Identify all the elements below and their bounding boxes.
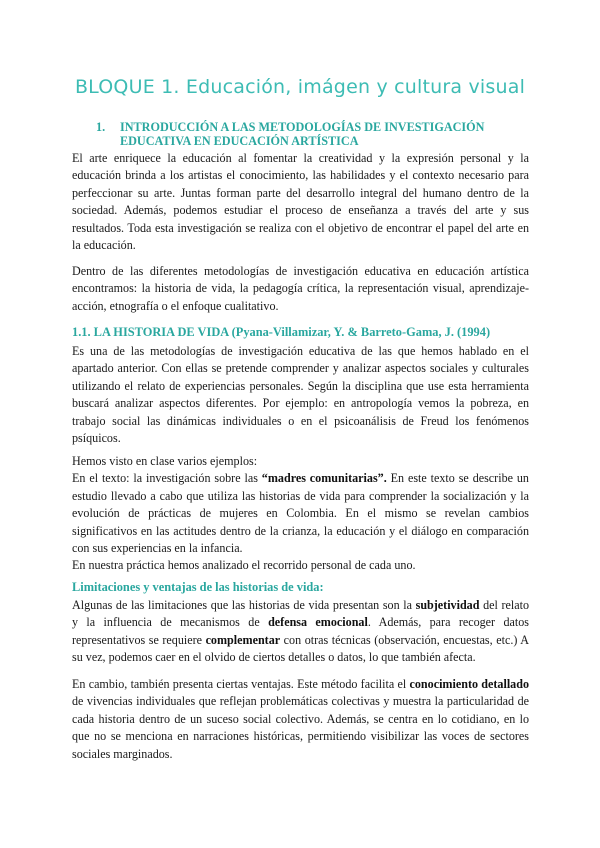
subsection-heading-limitaciones: Limitaciones y ventajas de las historias de vida: xyxy=(72,580,324,594)
example-bold-term: “madres comunitarias”. xyxy=(261,471,387,486)
paragraph-text: Dentro de las diferentes metodologías de investigación educativa en educación artística encontramos: la historia de vida, la pedagogía crítica, la representación visual, aprendizaje-acción, etnografía o el enfoque cualitativo. xyxy=(72,264,529,313)
paragraph-text xyxy=(72,597,529,667)
examples-block xyxy=(72,453,529,575)
text-run: Algunas de las limitaciones que las historias de vida presentan son la xyxy=(72,598,416,612)
advantages-paragraph xyxy=(72,676,529,763)
text-run: de vivencias individuales que reflejan problemáticas colectivas y muestra la particularidad de cada historia dentro de un suceso social colectivo. Además, se centra en lo cotidiano, en lo que no se menciona en narraciones históricas, permitiendo visibilizar las voces de sectores sociales marginados. xyxy=(72,694,529,761)
text-run: En cambio, también presenta ciertas ventajas. Este método facilita el xyxy=(72,677,410,691)
section-number: 1. xyxy=(96,120,106,134)
bold-conocimiento-detallado: conocimiento detallado xyxy=(409,677,530,691)
paragraph-text: Es una de las metodologías de investigación educativa de las que hemos hablado en el apartado anterior. Con ellas se pretende comprender y analizar aspectos sociales y culturales utilizando el relato de experiencias personales. Según la disciplina que use esta herramienta buscará analizar aspectos diferentes. Por ejemplo: en antropología vemos la pobreza, en trabajo social las dinámicas individuales o en el psicoanálisis de Freud los fenómenos psíquicos. xyxy=(72,344,529,446)
section-heading-introduccion xyxy=(96,120,530,148)
practice-sentence: En nuestra práctica hemos analizado el recorrido personal de cada uno. xyxy=(72,558,416,573)
section-heading-line-2: EDUCATIVA EN EDUCACIÓN ARTÍSTICA xyxy=(120,134,359,148)
example-text-post: En este texto se describe un estudio llevado a cabo que utiliza las historias de vida para comprender la socialización y la evolución de prácticas de mujeres en Colombia. En el mismo se revelan cambios significativos en las actitudes dentro de la crianza, la educación y el diálogo en comparación con sus experiencias en la infancia. xyxy=(72,471,529,556)
subsection-heading-historia-de-vida: 1.1. LA HISTORIA DE VIDA (Pyana-Villamizar, Y. & Barreto-Gama, J. (1994) xyxy=(72,325,491,339)
examples-intro: Hemos visto en clase varios ejemplos: xyxy=(72,454,258,468)
historia-paragraph-1 xyxy=(72,343,529,447)
paragraph-text xyxy=(72,676,529,763)
paragraph-text: El arte enriquece la educación al fomentar la creatividad y la expresión personal y la educación brinda a los artistas el conocimiento, las habilidades y el contexto necesario para perfeccionar su arte. Juntas forman parte del desarrollo integral del humano dentro de la sociedad. Además, podemos estudiar el proceso de enseñanza a través del arte y sus resultados. Toda esta investigación se realiza con el objetivo de encontrar el papel del arte en la educación. xyxy=(72,151,529,253)
text-run: . Además, para recoger datos representativos se requiere xyxy=(72,615,529,647)
text-run: con otras técnicas (observación, encuestas, etc.) A su vez, podemos caer en el olvido de ciertos detalles o datos, lo que también afecta. xyxy=(72,632,529,665)
text-run: del relato y la influencia de mecanismos de xyxy=(72,598,529,630)
section-heading-line-1: INTRODUCCIÓN A LAS METODOLOGÍAS DE INVESTIGACIÓN xyxy=(120,120,485,134)
limitations-paragraph xyxy=(72,597,529,667)
example-madres-comunitarias xyxy=(72,470,529,557)
page-title: BLOQUE 1. Educación, imágen y cultura visual xyxy=(74,76,526,98)
bold-complementar: complementar xyxy=(205,632,281,647)
example-text-pre: En el texto: la investigación sobre las xyxy=(72,471,262,486)
bold-subjetividad: subjetividad xyxy=(415,598,480,612)
intro-paragraph-2 xyxy=(72,263,529,315)
intro-paragraph-1 xyxy=(72,150,529,254)
bold-defensa-emocional: defensa emocional xyxy=(268,615,368,630)
